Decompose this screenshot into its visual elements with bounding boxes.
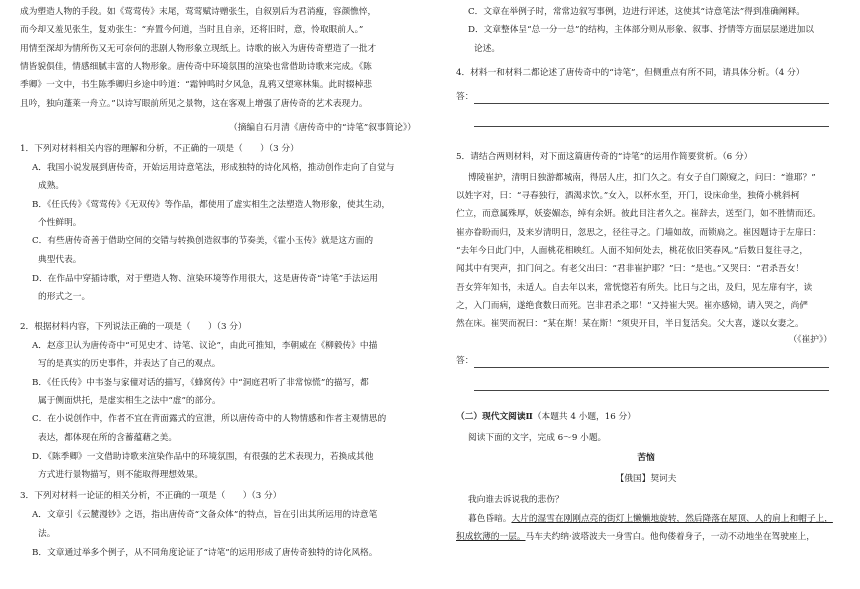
q1-option-d-cont: 的形式之一。 — [38, 292, 91, 302]
q3-option-a-cont: 法。 — [38, 529, 56, 539]
underlined-text: 大片的湿雪在刚刚点亮的街灯上懒懒地旋转，然后降落在屋顶、人的肩上和帽子上， — [511, 514, 833, 524]
passage-line: 成为塑造人物的手段。如《莺莺传》末尾，莺莺赋诗赠张生，自叙别后为君消瘦，容颜憔悴， — [20, 7, 377, 17]
passage-line: 季卿》一文中，书生陈季卿归乡途中吟道：“霜钟鸣时夕风急，乱鸦又望寒林集。此时辍棹悲 — [20, 80, 372, 90]
section-note: （本题共 4 小题，16 分） — [532, 412, 636, 422]
story-line — [468, 513, 833, 525]
classical-passage-line: 以姓字对，曰：“寻春独行，酒渴求饮。”女入，以杯水至，开门，设床命坐，独倚小桃斜柯 — [456, 191, 800, 201]
section-title: （二）现代文阅读Ⅱ — [456, 412, 533, 422]
q2-option-a-cont: 写的是真实的历史事件，并表达了自己的观点。 — [38, 359, 221, 369]
classical-passage-line: “去年今日此门中，人面桃花相映红。人面不知何处去，桃花依旧笑春风。”后数日复往寻之， — [456, 246, 809, 256]
story-text: 暮色昏暗。 — [468, 514, 512, 524]
question-3-stem: 3．下列对材料一论证的相关分析，不正确的一项是（ ）（3 分） — [20, 491, 282, 501]
answer-label: 答： — [456, 92, 474, 102]
q1-option-b-cont: 个性鲜明。 — [38, 218, 82, 228]
q2-option-d: D．《陈季卿》一文借助诗歌来渲染作品中的环境氛围，有很强的艺术表现力，若换成其他 — [32, 452, 374, 462]
question-5-stem: 5．请结合两则材料，对下面这篇唐传奇的“诗笔”的运用作简要赏析。（6 分） — [456, 152, 753, 162]
q3-option-d: D．文章整体呈“总一分一总”的结构，主体部分则从形象、叙事、抒情等方面层层递进加以 — [468, 25, 814, 35]
story-title: 苦恼 — [637, 453, 655, 463]
story-author: 【俄国】契诃夫 — [615, 474, 677, 484]
question-2-stem: 2．根据材料内容，下列说法正确的一项是（ ）（3 分） — [20, 322, 247, 332]
passage-line: 而今却又羞见张生，复劝张生：“弃置今何道，当时且自亲，还将旧时，意，怜取眼前人。” — [20, 25, 364, 35]
q3-option-a: A．文章引《云麓漫钞》之语，指出唐传奇“文备众体”的特点，旨在引出其所运用的诗意笔 — [32, 510, 378, 520]
answer-line[interactable] — [474, 367, 829, 368]
q3-option-d-cont: 论述。 — [474, 44, 501, 54]
classical-passage-line: 崔亦眷盼而归，及来岁清明日，忽思之，径往寻之。门墙如故，而锁扃之。崔因题诗于左扉曰： — [456, 228, 821, 238]
section-heading — [456, 411, 636, 423]
q1-option-c-cont: 典型代表。 — [38, 255, 82, 265]
q1-option-d: D．在作品中穿插诗歌，对于塑造人物、渲染环境等作用很大，这是唐传奇“诗笔”手法运用 — [32, 274, 378, 284]
passage-line: 情皆貌俱佳，情感细腻丰富的人物形象。唐传奇中环境氛围的渲染也常借助诗歌来完成。《陈 — [20, 62, 372, 72]
q2-option-d-cont: 方式进行景物描写，则不能取得理想效果。 — [38, 470, 204, 480]
question-4-stem: 4．材料一和材料二都论述了唐传奇中的“诗笔”，但侧重点有所不同，请具体分析。（4 分） — [456, 68, 805, 78]
question-1-stem: 1．下列对材料相关内容的理解和分析，不正确的一项是（ ）（3 分） — [20, 144, 299, 154]
story-text: 马车夫约纳·波塔波夫一身雪白。他佝偻着身子，一动不动地坐在驾驶座上， — [525, 532, 815, 542]
classical-passage-line: 之，入门而病，遂绝食数日而死。岂非君杀之耶！”又持崔大哭。崔亦感恸，请入哭之，尚俨 — [456, 301, 808, 311]
passage-line: 且吟，独向蓬莱一舟立。”以诗写眼前所见之景物，这在客观上增强了唐传奇的艺术表现力。 — [20, 99, 368, 109]
answer-line[interactable] — [474, 126, 829, 127]
instruction: 阅读下面的文字，完成 6～9 小题。 — [468, 433, 607, 443]
q1-option-c: C．有些唐传奇善于借助空间的交错与转换创造叙事的节奏美，《霍小玉传》就是这方面的 — [32, 236, 374, 246]
q3-option-b: B．文章通过举多个例子，从不同角度论证了“诗笔”的运用形成了唐传奇独特的诗化风格。 — [32, 548, 378, 558]
classical-passage-line: 吾女笄年知书，未适人。自去年以来，常恍惚若有所失。比日与之出，及归，见左扉有字，读 — [456, 283, 813, 293]
q1-option-a-cont: 成熟。 — [38, 181, 65, 191]
classical-passage-line: 闻其中有哭声，扣门问之。有老父出曰：“君非崔护耶？”曰：“是也。”又哭曰：“君杀吾女！ — [456, 264, 804, 274]
classical-passage-line: 然在床。崔哭而祝曰：“某在斯！某在斯！”须臾开目，半日复活矣。父大喜，遂以女妻之。 — [456, 319, 804, 329]
answer-line[interactable] — [474, 390, 829, 391]
underlined-text: 积成软薄的一层。 — [456, 532, 526, 542]
story-line: 我向谁去诉说我的悲伤？ — [468, 495, 564, 505]
q2-option-c-cont: 表达，都体现在所的含蓄蕴藉之美。 — [38, 433, 177, 443]
q1-option-b: B．《任氏传》《莺莺传》《无双传》等作品，都使用了虚实相生之法塑造人物形象，使其生动， — [32, 200, 391, 210]
q2-option-b: B．《任氏传》中韦崟与家僮对话的描写，《蜂窝传》中“洞庭君听了非常惊慌”的描写，都 — [32, 378, 369, 388]
classical-passage-line: 伫立，而意属殊厚，妖姿媚态，绰有余妍。彼此目注者久之。崔辞去，送至门，如不胜情而还。 — [456, 209, 821, 219]
q1-option-a: A．我国小说发展到唐传奇，开始运用诗意笔法，形成独特的诗化风格，推动创作走向了自觉与 — [32, 163, 395, 173]
q2-option-c: C．在小说创作中，作者不宜在背面露式的宣泄，所以唐传奇中的人物情感和作者主观情思的 — [32, 414, 387, 424]
source-citation: （摘编自石月清《唐传奇中的“诗笔”叙事简论》） — [229, 123, 416, 133]
q2-option-a: A．赵彦卫认为唐传奇中“可见史才、诗笔、议论”，由此可推知，李朝威在《柳毅传》中描 — [32, 341, 378, 351]
answer-label: 答： — [456, 356, 474, 366]
classical-passage-line: 博陵崔护，清明日独游都城南，得居人庄，扣门久之。有女子自门隙窥之，问曰：“谁耶？” — [468, 173, 816, 183]
passage-source: （《崔护》） — [788, 335, 832, 345]
answer-line[interactable] — [474, 103, 829, 104]
q2-option-b-cont: 属于侧面烘托，是虚实相生之法中“虚”的部分。 — [38, 396, 221, 406]
q3-option-c: C．文章在举例子时，常常边叙写事例，边进行评述，这使其“诗意笔法”得到准确阐释。 — [468, 7, 805, 17]
story-line — [456, 531, 815, 543]
passage-line: 用情至深却为情所伤又无可奈何的悲剧人物形象立现纸上。诗歌的嵌入为唐传奇塑造了一批才 — [20, 44, 377, 54]
